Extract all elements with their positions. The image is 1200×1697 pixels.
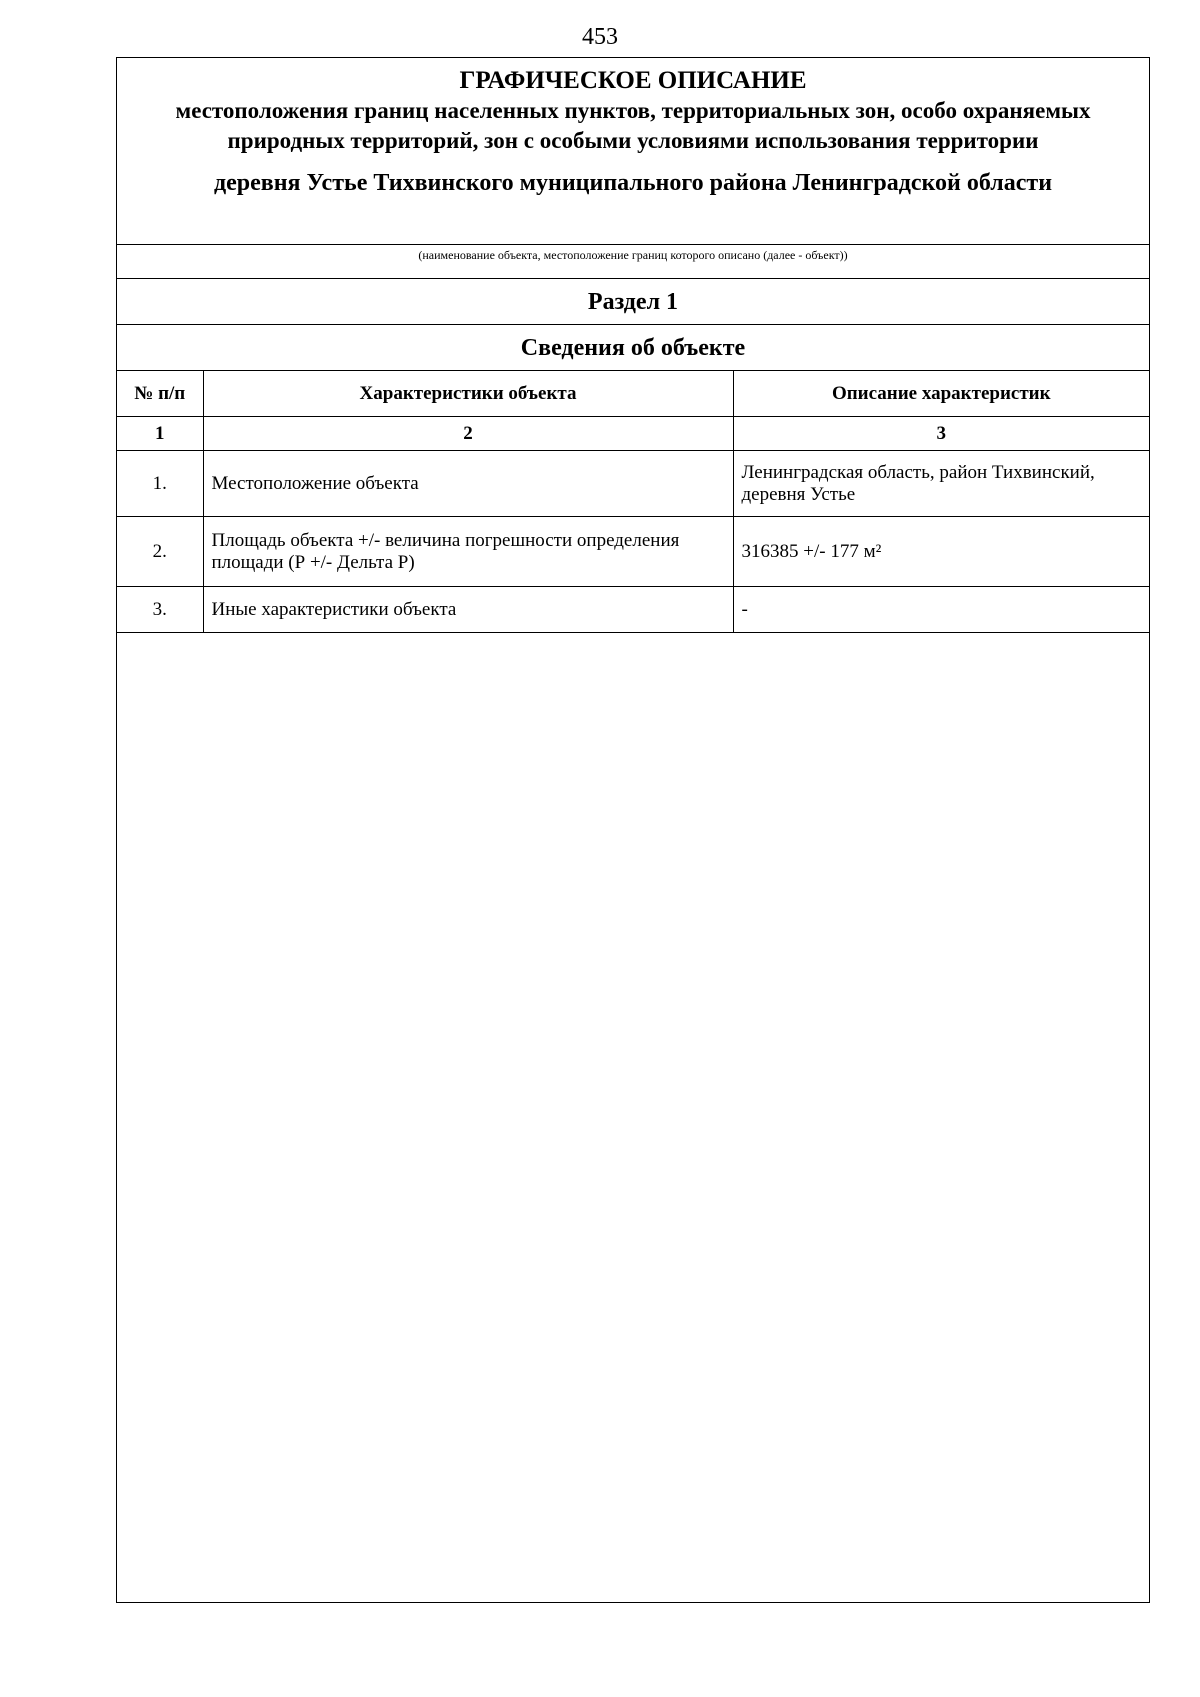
- document-subtitle: местоположения границ населенных пунктов, территориальных зон, особо охраняемых природных территорий, зон с особыми условиями использования территории: [175, 98, 1091, 153]
- row-description: 316385 +/- 177 м²: [733, 517, 1149, 587]
- row-number: 3.: [117, 587, 203, 633]
- document-header: [117, 58, 1149, 244]
- row-number: 2.: [117, 517, 203, 587]
- column-number: 1: [117, 417, 203, 451]
- table-row: [117, 587, 1149, 633]
- row-description: Ленинградская область, район Тихвинский, деревня Устье: [733, 451, 1149, 517]
- table-row: [117, 451, 1149, 517]
- row-characteristic: Площадь объекта +/- величина погрешности определения площади (Р +/- Дельта Р): [203, 517, 733, 587]
- row-number: 1.: [117, 451, 203, 517]
- row-description: -: [733, 587, 1149, 633]
- table-row: [117, 517, 1149, 587]
- section-subtitle: Сведения об объекте: [117, 324, 1149, 370]
- header-description: Описание характеристик: [733, 371, 1149, 417]
- document-frame: [116, 57, 1150, 1603]
- object-name: деревня Устье Тихвинского муниципального района Ленинградской области: [213, 170, 1053, 196]
- header-number: № п/п: [117, 371, 203, 417]
- object-info-table: [117, 370, 1149, 633]
- column-number-row: [117, 417, 1149, 451]
- column-number: 2: [203, 417, 733, 451]
- table-header-row: [117, 371, 1149, 417]
- section-title: Раздел 1: [117, 278, 1149, 324]
- column-number: 3: [733, 417, 1149, 451]
- page-number: 453: [582, 24, 618, 50]
- row-characteristic: Местоположение объекта: [203, 451, 733, 517]
- row-characteristic: Иные характеристики объекта: [203, 587, 733, 633]
- document-title: ГРАФИЧЕСКОЕ ОПИСАНИЕ: [459, 67, 807, 94]
- header-characteristic: Характеристики объекта: [203, 371, 733, 417]
- object-name-caption: (наименование объекта, местоположение границ которого описано (далее - объект)): [117, 244, 1149, 278]
